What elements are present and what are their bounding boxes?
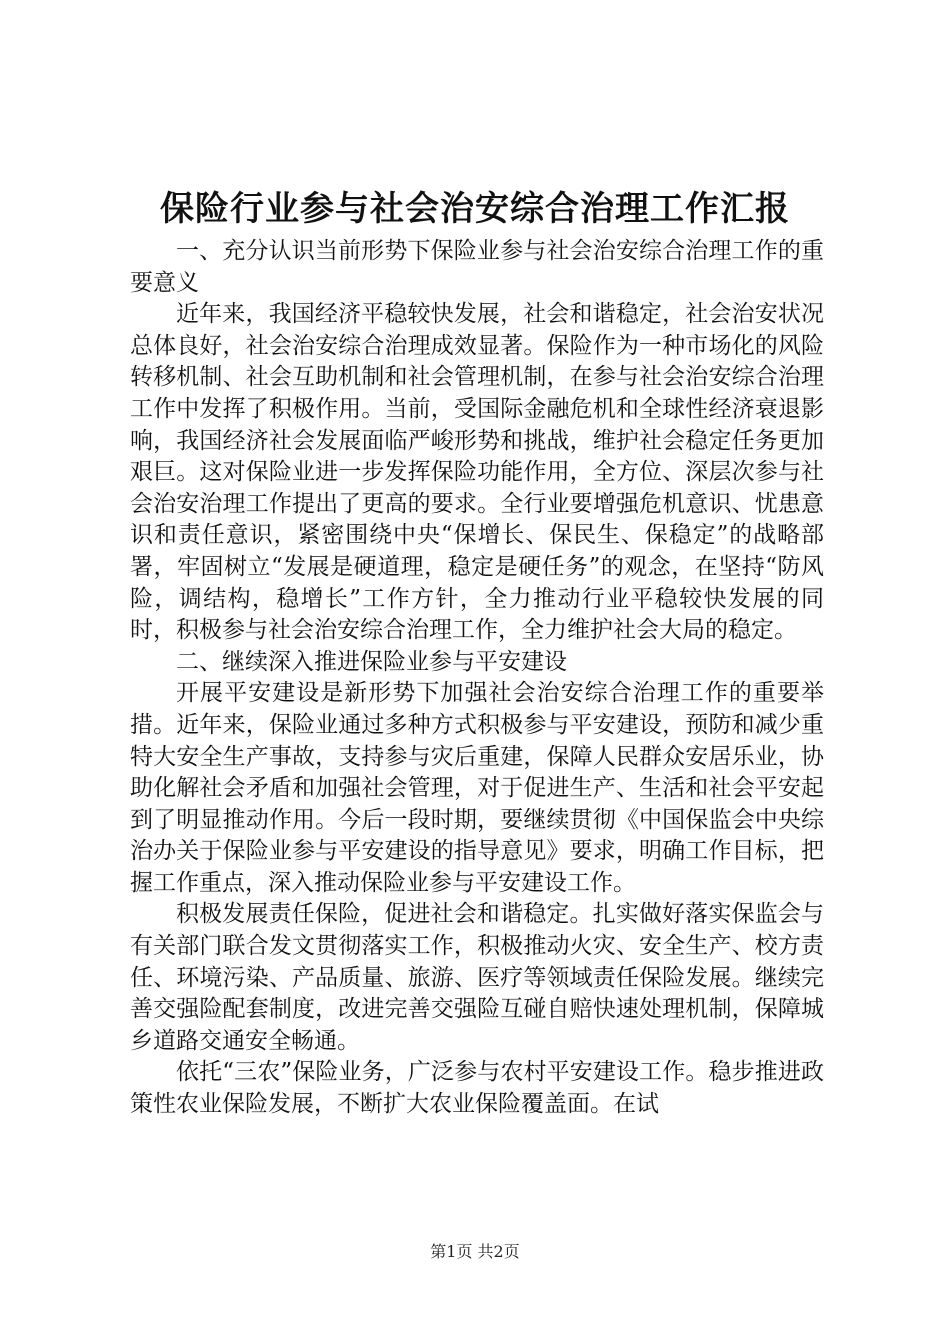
section-heading-1: 一、充分认识当前形势下保险业参与社会治安综合治理工作的重要意义: [130, 238, 824, 296]
paragraph-2: 开展平安建设是新形势下加强社会治安综合治理工作的重要举措。近年来，保险业通过多种方式积极参与平安建设，预防和减少重特大安全生产事故，支持参与灾后重建，保障人民群众安居乐业，协助化解社会矛盾和加强社会管理，对于促进生产、生活和社会平安起到了明显推动作用。今后一段时期，要继续贯彻《中国保监会中央综治办关于保险业参与平安建设的指导意见》要求，明确工作目标，把握工作重点，深入推动保险业参与平安建设工作。: [130, 680, 824, 896]
paragraph-1: 近年来，我国经济平稳较快发展，社会和谐稳定，社会治安状况总体良好，社会治安综合治理成效显著。保险作为一种市场化的风险转移机制、社会互助机制和社会管理机制，在参与社会治安综合治理工作中发挥了积极作用。当前，受国际金融危机和全球性经济衰退影响，我国经济社会发展面临严峻形势和挑战，维护社会稳定任务更加艰巨。这对保险业进一步发挥保险功能作用，全方位、深层次参与社会治安治理工作提出了更高的要求。全行业要增强危机意识、忧患意识和责任意识，紧密围绕中央“保增长、保民生、保稳定”的战略部署，牢固树立“发展是硬道理，稳定是硬任务”的观念，在坚持“防风险，调结构，稳增长”工作方针，全力推动行业平稳较快发展的同时，积极参与社会治安综合治理工作，全力维护社会大局的稳定。: [130, 301, 824, 644]
paragraph-4: 依托“三农”保险业务，广泛参与农村平安建设工作。稳步推进政策性农业保险发展，不断扩大农业保险覆盖面。在试: [130, 1059, 824, 1118]
document-title: 保险行业参与社会治安综合治理工作汇报: [160, 189, 790, 229]
document-body: [130, 236, 824, 1121]
section-heading-2: 二、继续深入推进保险业参与平安建设: [176, 648, 567, 675]
page-number-footer: 第1页 共2页: [430, 1242, 520, 1261]
paragraph-3: 积极发展责任保险，促进社会和谐稳定。扎实做好落实保监会与有关部门联合发文贯彻落实工作，积极推动火灾、安全生产、校方责任、环境污染、产品质量、旅游、医疗等领域责任保险发展。继续完善交强险配套制度，改进完善交强险互碰自赔快速处理机制，保障城乡道路交通安全畅通。: [130, 901, 824, 1054]
